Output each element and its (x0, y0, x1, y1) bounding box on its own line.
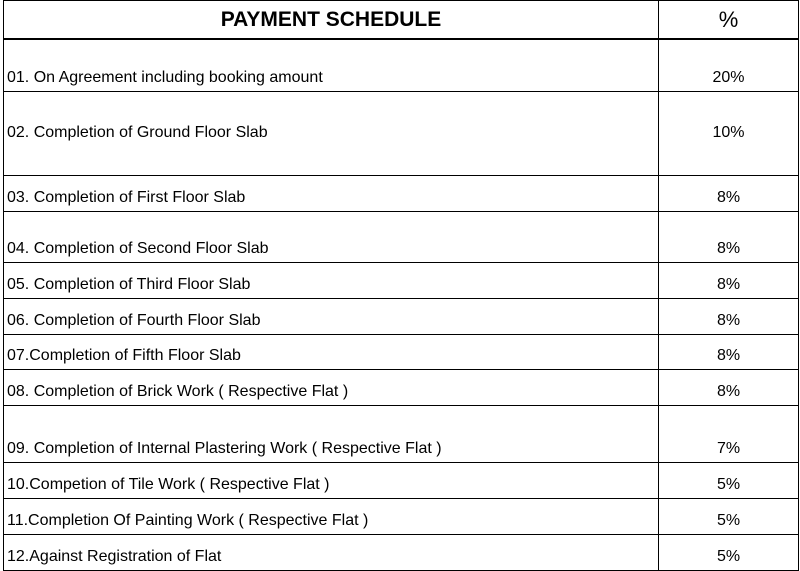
percent-cell: 8% (659, 262, 799, 298)
table-row (4, 534, 799, 570)
stage-cell: 11.Completion Of Painting Work ( Respective Flat ) (4, 498, 659, 534)
payment-schedule-sheet (3, 0, 798, 568)
table-row (4, 405, 799, 462)
table-title: PAYMENT SCHEDULE (4, 1, 659, 40)
table-row (4, 334, 799, 369)
percent-cell: 8% (659, 298, 799, 334)
stage-cell: 04. Completion of Second Floor Slab (4, 211, 659, 262)
percent-cell: 10% (659, 91, 799, 175)
stage-cell: 10.Competion of Tile Work ( Respective Flat ) (4, 462, 659, 498)
stage-cell: 02. Completion of Ground Floor Slab (4, 91, 659, 175)
table-row (4, 262, 799, 298)
stage-cell: 07.Completion of Fifth Floor Slab (4, 334, 659, 369)
table-row (4, 369, 799, 405)
percent-column-header: % (659, 1, 799, 40)
payment-schedule-table (3, 0, 799, 571)
percent-cell: 8% (659, 175, 799, 211)
percent-cell: 5% (659, 462, 799, 498)
percent-cell: 8% (659, 369, 799, 405)
table-row (4, 91, 799, 175)
stage-cell: 05. Completion of Third Floor Slab (4, 262, 659, 298)
table-header-row (4, 1, 799, 40)
percent-cell: 7% (659, 405, 799, 462)
table-row (4, 211, 799, 262)
table-row (4, 298, 799, 334)
table-row (4, 175, 799, 211)
percent-cell: 8% (659, 211, 799, 262)
stage-cell: 08. Completion of Brick Work ( Respective Flat ) (4, 369, 659, 405)
stage-cell: 03. Completion of First Floor Slab (4, 175, 659, 211)
stage-cell: 12.Against Registration of Flat (4, 534, 659, 570)
table-row (4, 498, 799, 534)
table-row (4, 462, 799, 498)
stage-cell: 09. Completion of Internal Plastering Work ( Respective Flat ) (4, 405, 659, 462)
stage-cell: 06. Completion of Fourth Floor Slab (4, 298, 659, 334)
percent-cell: 20% (659, 39, 799, 91)
percent-cell: 8% (659, 334, 799, 369)
stage-cell: 01. On Agreement including booking amount (4, 39, 659, 91)
percent-cell: 5% (659, 534, 799, 570)
table-row (4, 39, 799, 91)
percent-cell: 5% (659, 498, 799, 534)
